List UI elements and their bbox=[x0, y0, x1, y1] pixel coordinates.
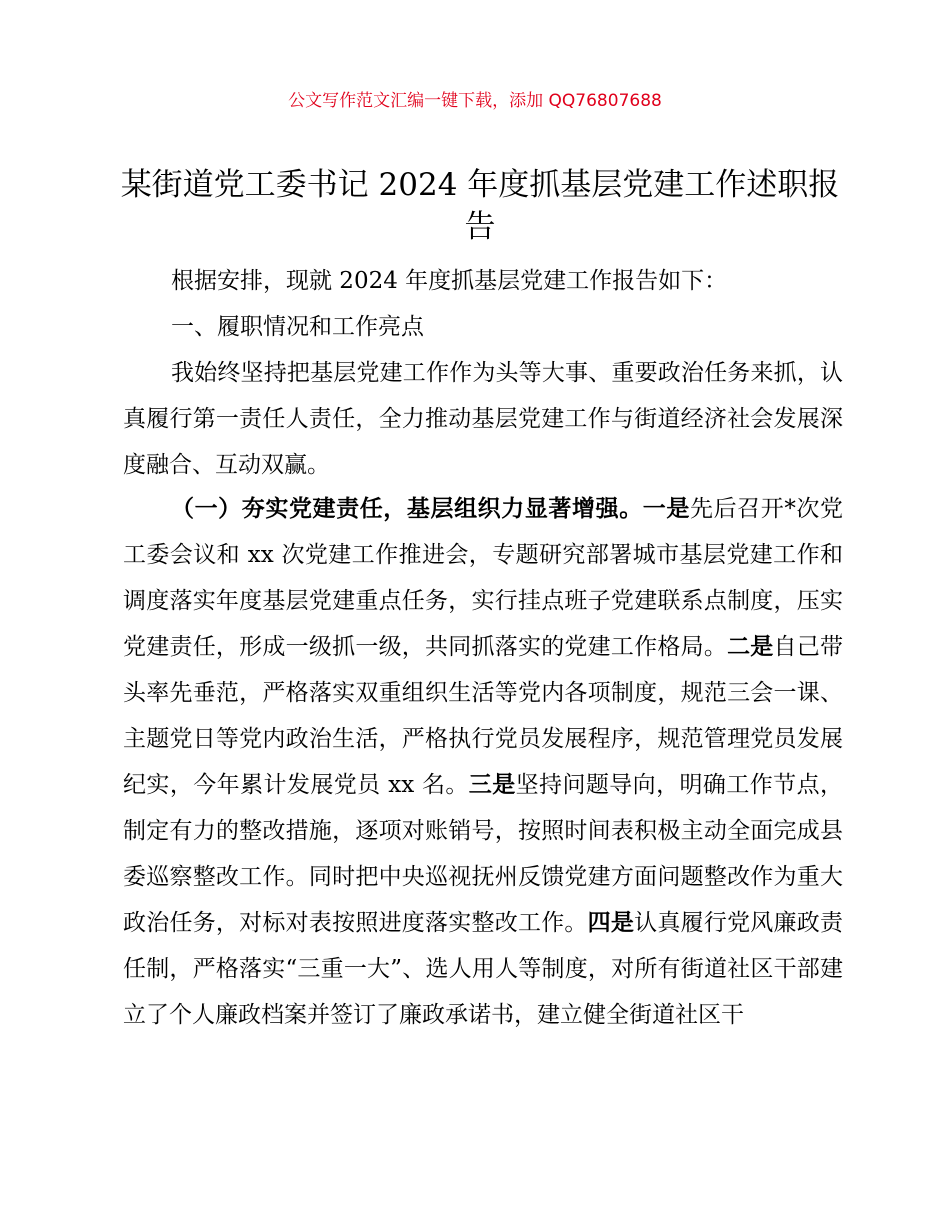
point-text-4: 认真履行党风廉政责任制，严格落实“三重一大”、选人用人等制度，对所有街道社区干部建立了个人廉政档案并签订了廉政承诺书，建立健全街道社区干 bbox=[123, 910, 844, 1028]
subsection-paragraph bbox=[123, 486, 843, 1038]
point-text-3: 坚持问题导向，明确工作节点，制定有力的整改措施，逐项对账销号，按照时间表积极主动全面完成县委巡察整改工作。同时把中央巡视抚州反馈党建方面问题整改作为重大政治任务，对标对表按照进度落实整改工作。 bbox=[123, 772, 843, 936]
subsection-heading: （一）夯实党建责任，基层组织力显著增强。 bbox=[171, 496, 643, 522]
point-label-2: 二是 bbox=[727, 634, 774, 660]
point-text-2: 自己带头率先垂范，严格落实双重组织生活等党内各项制度，规范三会一课、主题党日等党内政治生活，严格执行党员发展程序，规范管理党员发展纪实，今年累计发展党员 xx 名。 bbox=[123, 634, 844, 798]
download-banner: 公文写作范文汇编一键下载，添加 QQ76807688 bbox=[288, 91, 662, 111]
point-label-3: 三是 bbox=[468, 772, 516, 798]
section-heading: 一、履职情况和工作亮点 bbox=[171, 314, 424, 340]
point-label-1: 一是 bbox=[642, 496, 690, 522]
document-title: 某街道党工委书记 2024 年度抓基层党建工作述职报告 bbox=[120, 167, 840, 245]
point-label-4: 四是 bbox=[587, 910, 635, 936]
intro-paragraph: 根据安排，现就 2024 年度抓基层党建工作报告如下： bbox=[171, 268, 728, 294]
point-text-1: 先后召开*次党工委会议和 xx 次党建工作推进会，专题研究部署城市基层党建工作和调度落实年度基层党建重点任务，实行挂点班子党建联系点制度，压实党建责任，形成一级抓一级，共同抓落实的党建工作格局。 bbox=[123, 496, 844, 660]
section-paragraph: 我始终坚持把基层党建工作作为头等大事、重要政治任务来抓，认真履行第一责任人责任，全力推动基层党建工作与街道经济社会发展深度融合、互动双赢。 bbox=[123, 360, 843, 478]
